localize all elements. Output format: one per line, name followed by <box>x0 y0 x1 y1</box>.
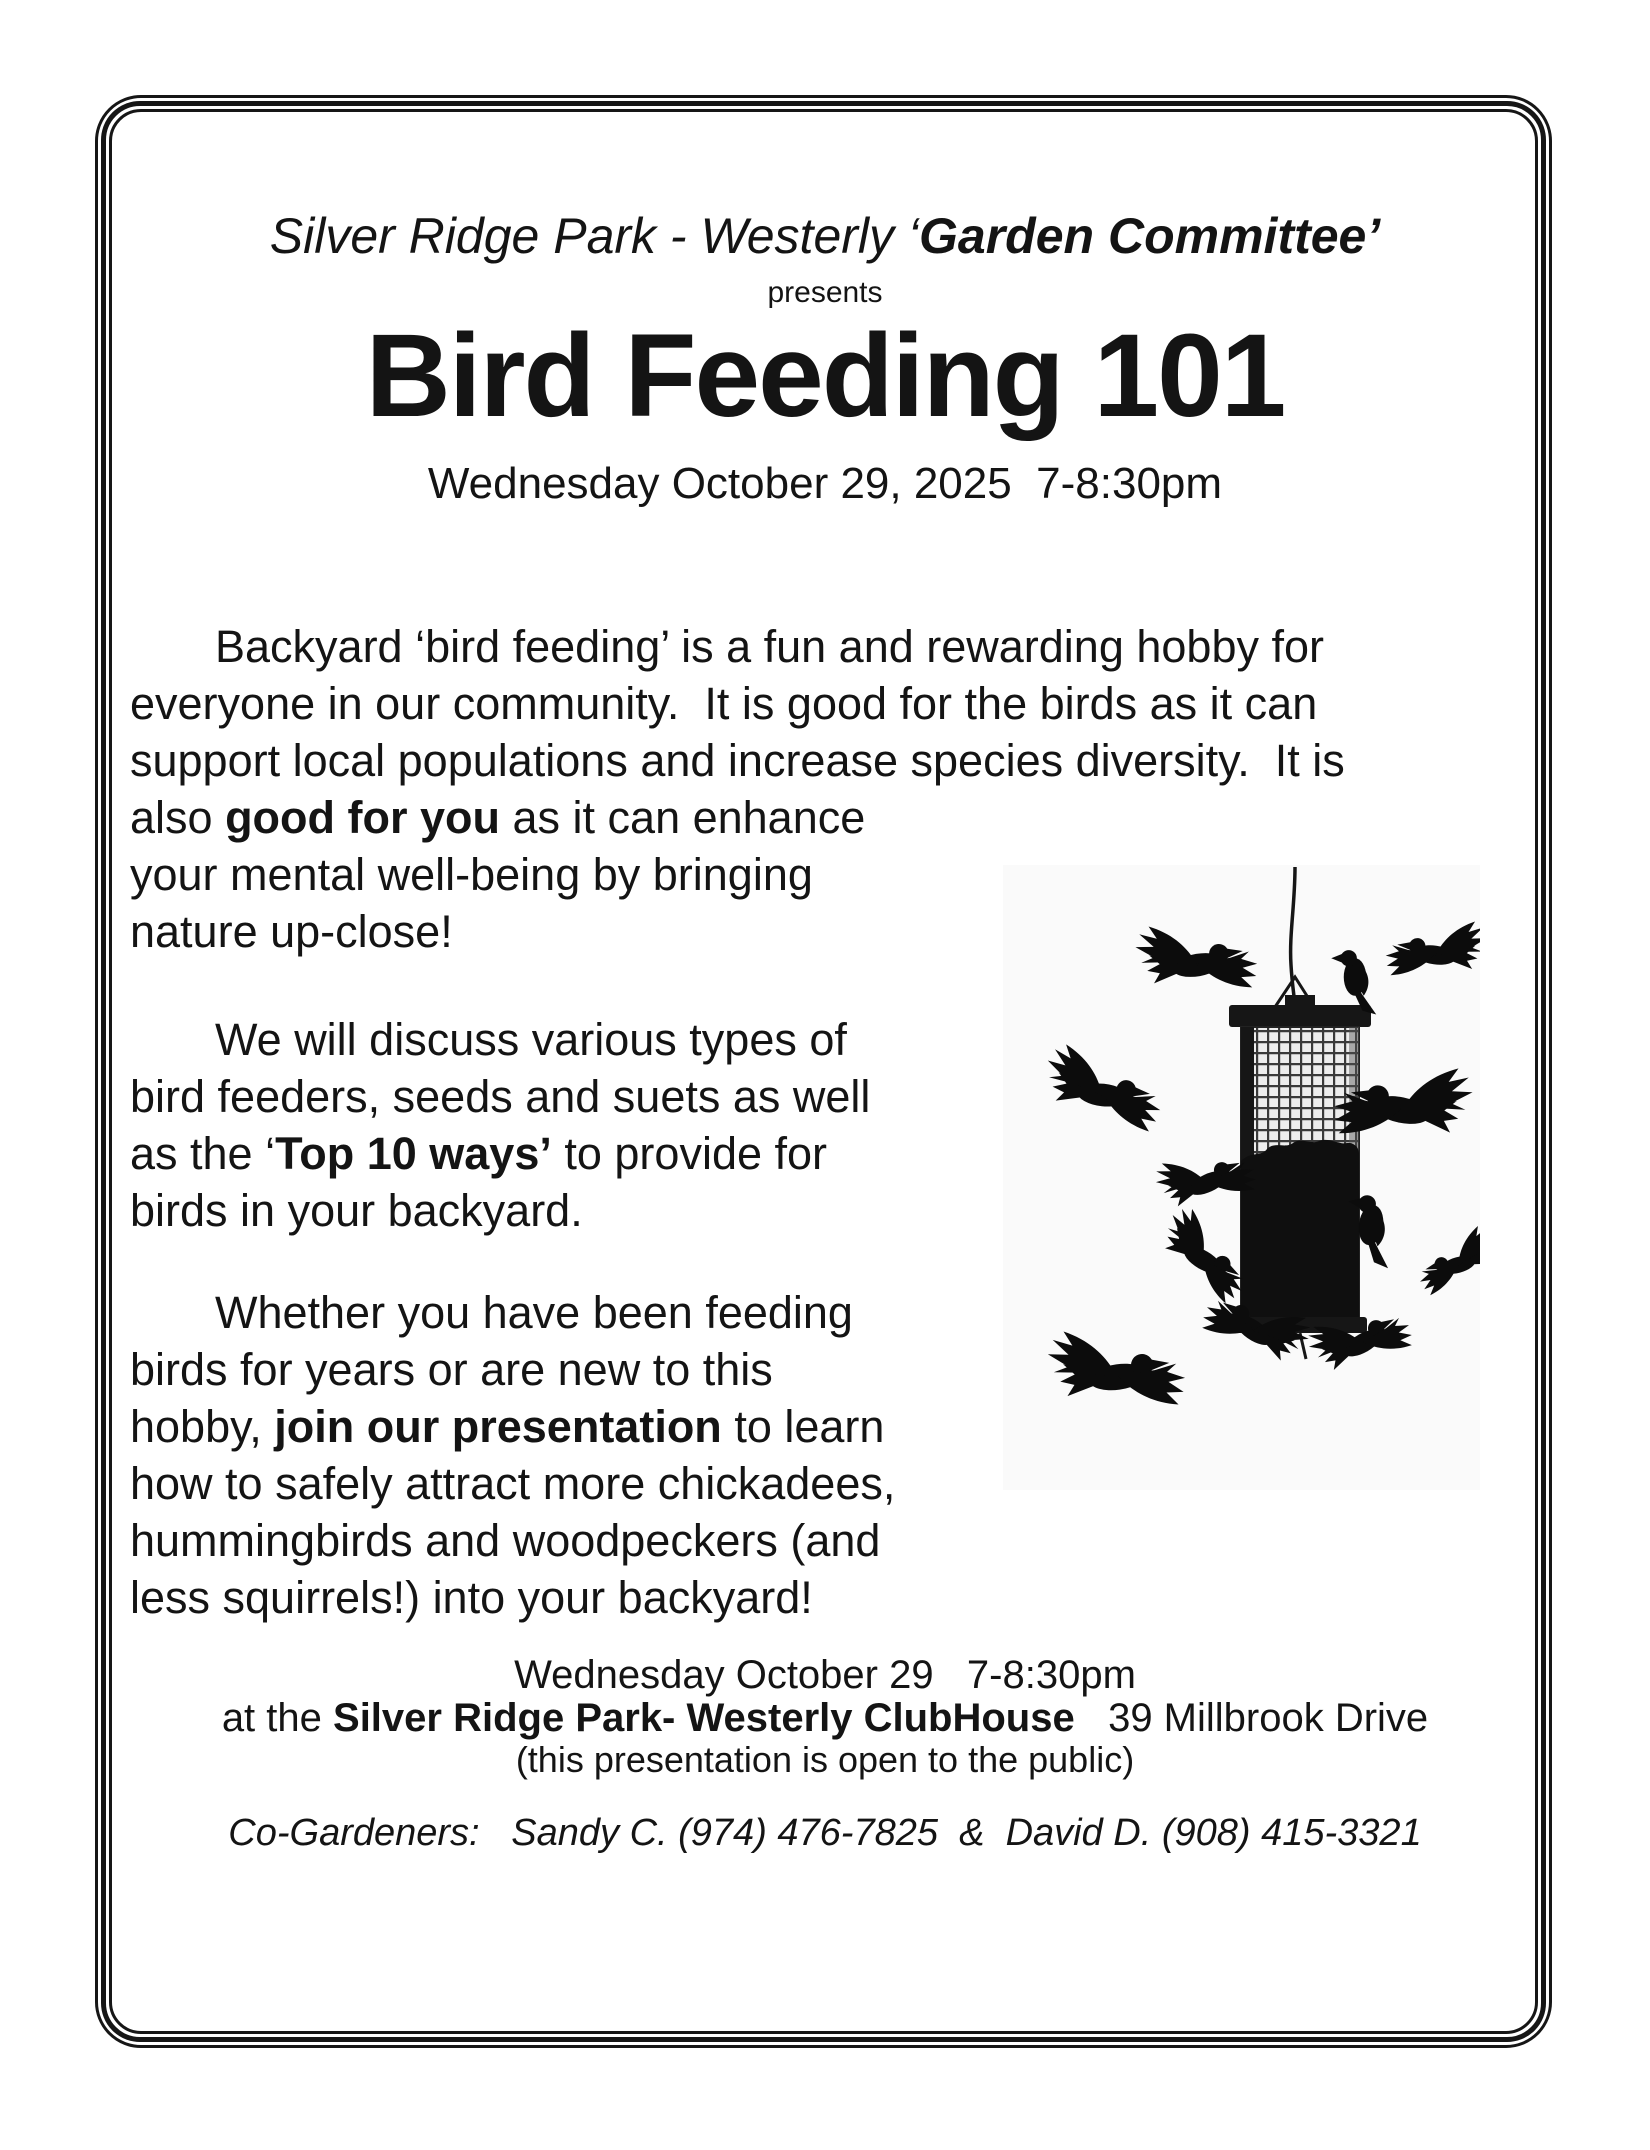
p3-line1: Whether you have been feeding <box>215 1287 853 1338</box>
p1-line5: your mental well-being by bringing <box>130 849 813 900</box>
p2-line4: birds in your backyard. <box>130 1185 583 1236</box>
p3-line3: hobby, join our presentation to learn <box>130 1401 885 1452</box>
p1-line4: also good for you as it can enhance <box>130 792 866 843</box>
paragraph-3 <box>130 1284 895 1626</box>
p1-line1: Backyard ‘bird feeding’ is a fun and rewarding hobby for <box>215 621 1324 672</box>
footer-datetime: Wednesday October 29 7-8:30pm <box>514 1653 1136 1697</box>
venue-name-bold: Silver Ridge Park- Westerly ClubHouse <box>333 1696 1075 1740</box>
top-10-ways-bold: Top 10 ways’ <box>275 1128 552 1179</box>
p2-line1: We will discuss various types of <box>215 1014 847 1065</box>
bird-feeder-svg <box>1003 865 1480 1490</box>
footer-public-note: (this presentation is open to the public) <box>515 1739 1135 1780</box>
committee-text: Silver Ridge Park - Westerly ‘ <box>269 208 920 264</box>
footer-contacts: Co-Gardeners: Sandy C. (974) 476-7825 & David D. (908) 415-3321 <box>228 1812 1422 1854</box>
p1-line2: everyone in our community. It is good for the birds as it can <box>130 678 1318 729</box>
p3-line2: birds for years or are new to this <box>130 1344 773 1395</box>
footer-venue: at the Silver Ridge Park- Westerly ClubHouse 39 Millbrook Drive <box>221 1696 1429 1740</box>
p2-line3: as the ‘Top 10 ways’ to provide for <box>130 1128 828 1179</box>
p2-line2: bird feeders, seeds and suets as well <box>130 1071 871 1122</box>
p1-line3: support local populations and increase species diversity. It is <box>130 735 1345 786</box>
good-for-you-bold: good for you <box>225 792 501 843</box>
committee-bold-text: Garden Committee’ <box>919 208 1381 264</box>
event-datetime: Wednesday October 29, 2025 7-8:30pm <box>427 459 1223 508</box>
presents-label: presents <box>767 276 883 309</box>
p3-line6: less squirrels!) into your backyard! <box>130 1572 813 1623</box>
p1-line6: nature up-close! <box>130 906 453 957</box>
page-title: Bird Feeding 101 <box>365 310 1285 442</box>
committee-line <box>0 208 1650 264</box>
bird-feeder-illustration <box>1003 865 1480 1490</box>
join-our-presentation-bold: join our presentation <box>274 1401 722 1452</box>
p3-line5: hummingbirds and woodpeckers (and <box>130 1515 881 1566</box>
p3-line4: how to safely attract more chickadees, <box>130 1458 896 1509</box>
paragraph-2 <box>130 1011 870 1239</box>
